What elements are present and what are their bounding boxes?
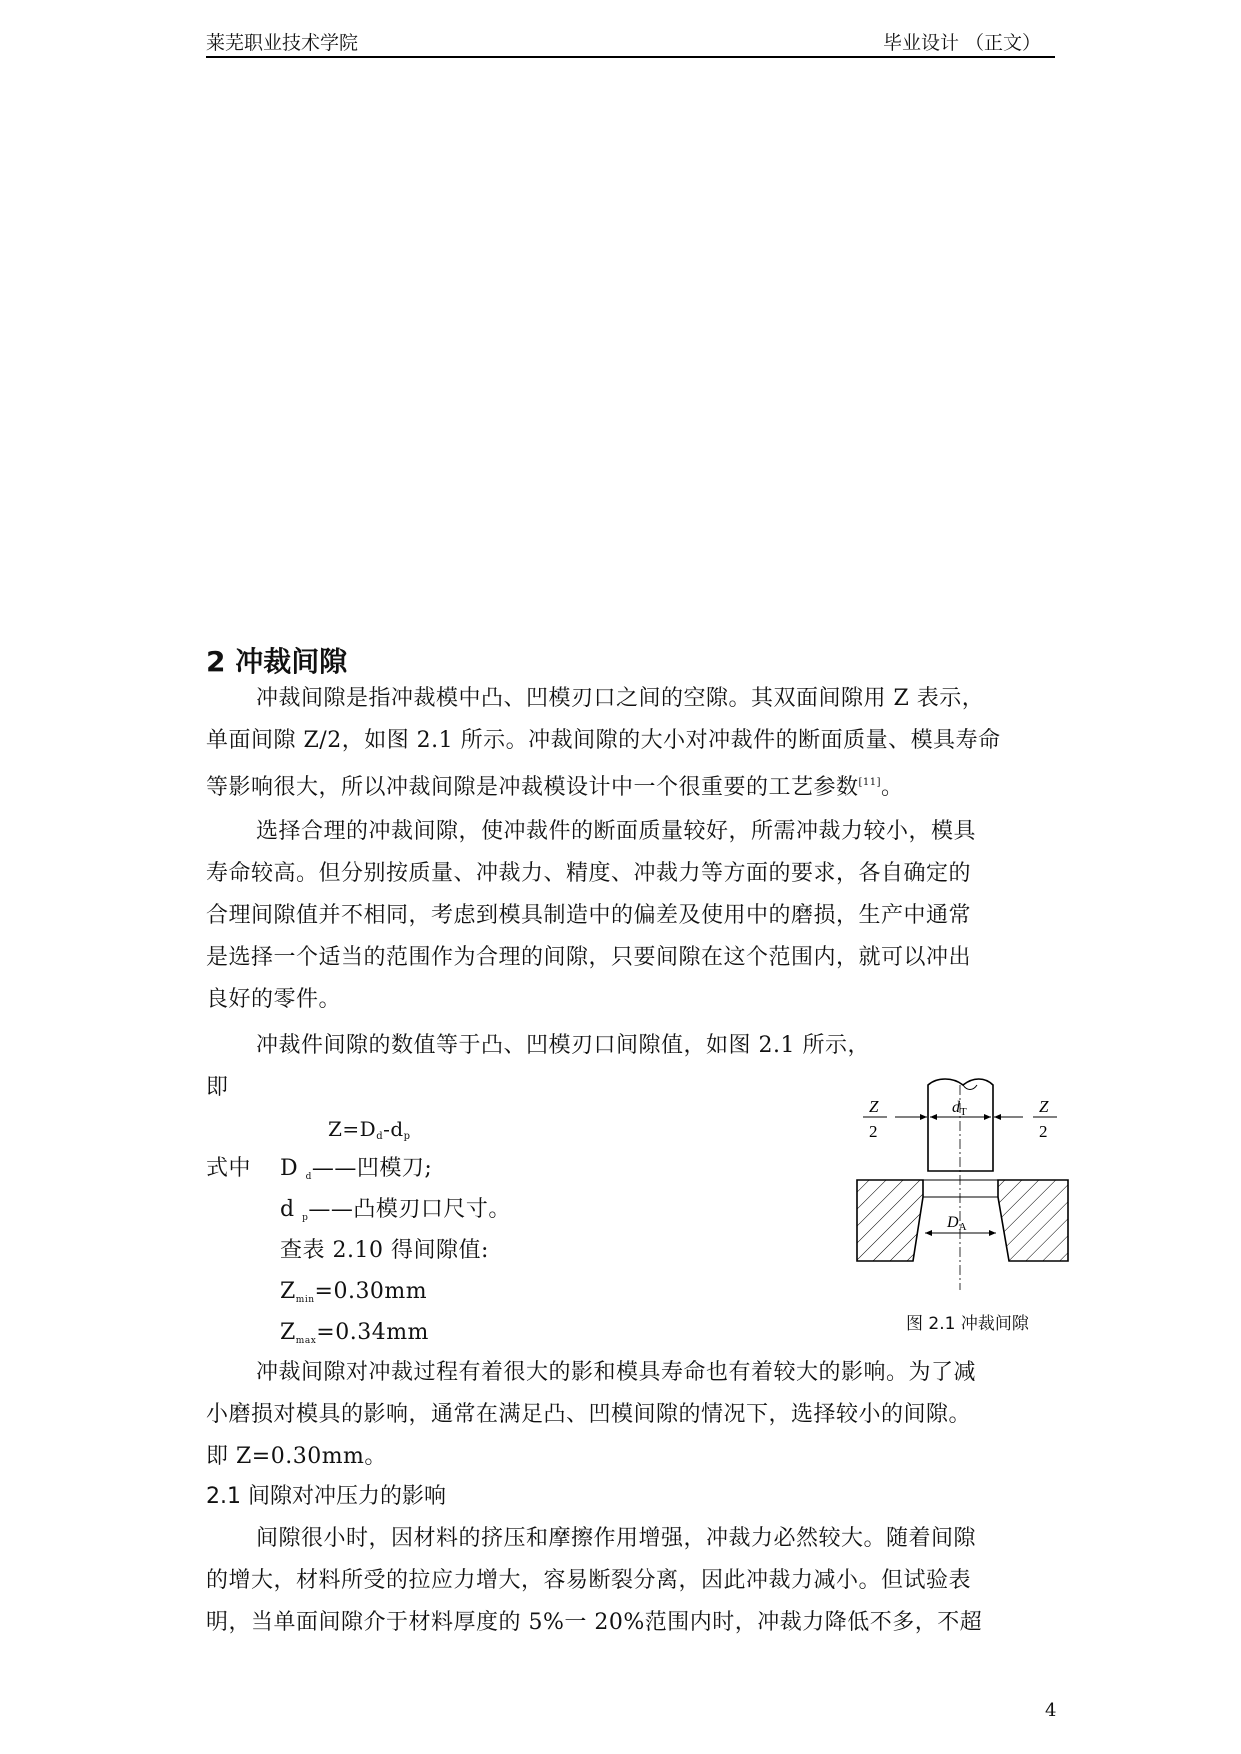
formula-lhs: Z=D [328, 1117, 377, 1141]
sub-line-1: 间隙很小时，因材料的挤压和摩擦作用增强，冲裁力必然较大。随着间隙 [256, 1526, 977, 1551]
zmax-sub: max [295, 1336, 317, 1346]
zmin-sym: Z [280, 1279, 296, 1304]
p1-line-2: 单面间隙 Z/2，如图 2.1 所示。冲裁间隙的大小对冲裁件的断面质量、模具寿命 [206, 728, 1001, 753]
sub-line-3: 明，当单面间隙介于材料厚度的 5%一 20%范围内时，冲裁力降低不多，不超 [206, 1610, 983, 1635]
zmin-sub: min [295, 1295, 315, 1305]
punch-die-clearance-diagram [855, 1075, 1070, 1305]
p2-line-1: 选择合理的冲裁间隙，使冲裁件的断面质量较好，所需冲裁力较小，模具 [256, 819, 977, 844]
label-dt: dT [952, 1099, 967, 1118]
header-doc-type: 毕业设计 （正文） [882, 32, 1041, 54]
zmax-value: =0.34mm [316, 1320, 429, 1345]
formula-sub-p: p [403, 1131, 411, 1142]
p2-line-2: 寿命较高。但分别按质量、冲裁力、精度、冲裁力等方面的要求，各自确定的 [206, 861, 972, 886]
where-label: 式中 [206, 1156, 252, 1181]
p1-line-1: 冲裁间隙是指冲裁模中凸、凹模刃口之间的空隙。其双面间隙用 Z 表示， [256, 686, 985, 711]
figure-caption: 图 2.1 冲裁间隙 [906, 1314, 1029, 1334]
header-rule [206, 56, 1055, 58]
where-p-desc: ——凸模刃口尺寸。 [308, 1197, 511, 1222]
p1-line-3 [206, 762, 904, 809]
sub-line-2: 的增大，材料所受的拉应力增大，容易断裂分离，因此冲裁力减小。但试验表 [206, 1568, 972, 1593]
p2-line-3: 合理间隙值并不相同，考虑到模具制造中的偏差及使用中的磨损，生产中通常 [206, 903, 972, 928]
zmin-value: =0.30mm [314, 1279, 428, 1304]
citation-ref: [11] [858, 777, 882, 788]
zmax-sym: Z [280, 1320, 296, 1345]
p2-line-4: 是选择一个适当的范围作为合理的间隙，只要间隙在这个范围内，就可以冲出 [206, 945, 972, 970]
p1-line-3-text: 等影响很大，所以冲裁间隙是冲裁模设计中一个很重要的工艺参数 [206, 775, 859, 800]
p3-line-1: 冲裁件间隙的数值等于凸、凹模刃口间隙值，如图 2.1 所示， [256, 1033, 870, 1058]
p1-line-3-end: 。 [881, 775, 904, 800]
p2-line-5: 良好的零件。 [206, 987, 342, 1012]
section-title: 2 冲裁间隙 [206, 645, 348, 678]
label-z-right: Z [1039, 1097, 1049, 1116]
p3-line-2: 即 [206, 1075, 229, 1100]
formula-mid: -d [383, 1117, 404, 1141]
label-da: DA [947, 1214, 967, 1233]
subsection-title: 2.1 间隙对冲压力的影响 [206, 1484, 446, 1509]
header-institution: 莱芜职业技术学院 [206, 32, 359, 54]
p4-line-2: 小磨损对模具的影响，通常在满足凸、凹模间隙的情况下，选择较小的间隙。 [206, 1402, 972, 1427]
where-d-sub: d [305, 1172, 312, 1182]
p4-line-3: 即 Z=0.30mm。 [206, 1444, 387, 1469]
where-p-sub: p [302, 1213, 309, 1223]
formula-sub-d: d [376, 1131, 384, 1142]
lookup-line: 查表 2.10 得间隙值: [280, 1238, 489, 1263]
p4-line-1: 冲裁间隙对冲裁过程有着很大的影和模具寿命也有着较大的影响。为了减 [256, 1360, 977, 1385]
where-d-sym: D [280, 1156, 299, 1181]
label-2-right: 2 [1039, 1122, 1048, 1141]
where-p-sym: d [280, 1197, 295, 1222]
page-number: 4 [1045, 1700, 1057, 1721]
label-2-left: 2 [869, 1122, 878, 1141]
label-z-left: Z [869, 1097, 879, 1116]
where-d-desc: ——凹模刀; [311, 1156, 433, 1181]
